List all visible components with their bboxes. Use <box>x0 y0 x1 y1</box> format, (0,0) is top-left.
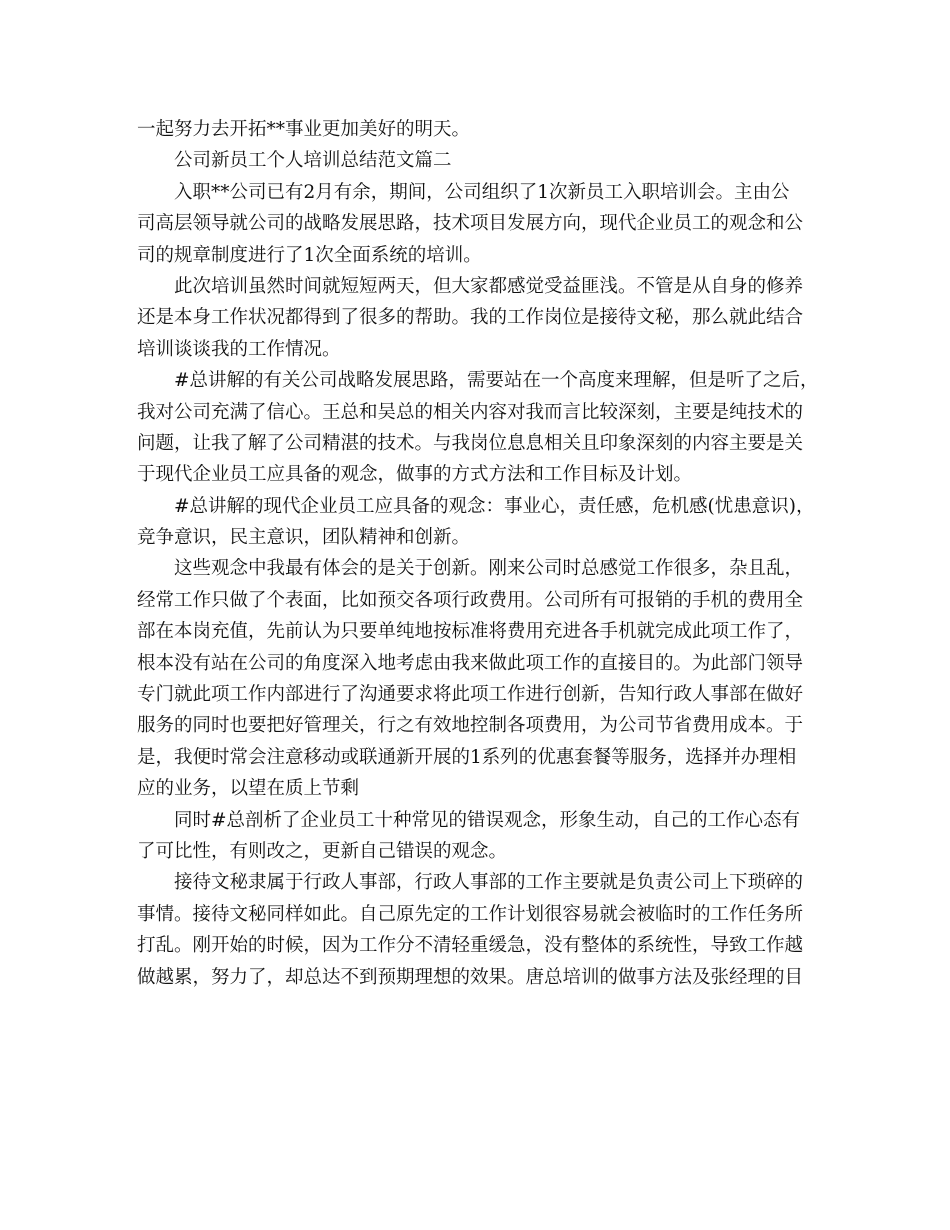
text-line: 打乱。刚开始的时候，因为工作分不清轻重缓急，没有整体的系统性，导致工作越 <box>137 935 804 957</box>
text-line: 于现代企业员工应具备的观念，做事的方式方法和工作目标及计划。 <box>137 464 693 486</box>
text-line: #总讲解的有关公司战略发展思路，需要站在一个高度来理解，但是听了之后， <box>174 370 819 392</box>
text-line: #总讲解的现代企业员工应具备的观念：事业心，责任感，危机感(忧患意识)， <box>174 495 815 517</box>
text-line: 入职**公司已有2月有余，期间，公司组织了1次新员工入职培训会。主由公 <box>174 181 790 203</box>
text-line: 部在本岗充值，先前认为只要单纯地按标准将费用充进各手机就完成此项工作了， <box>137 621 804 643</box>
text-line: 还是本身工作状况都得到了很多的帮助。我的工作岗位是接待文秘，那么就此结合 <box>137 307 804 329</box>
text-line: 此次培训虽然时间就短短两天，但大家都感觉受益匪浅。不管是从自身的修养 <box>174 275 804 297</box>
text-line: 司的规章制度进行了1次全面系统的培训。 <box>137 244 482 266</box>
text-line: 司高层领导就公司的战略发展思路，技术项目发展方向，现代企业员工的观念和公 <box>137 213 804 235</box>
text-line: 事情。接待文秘同样如此。自己原先定的工作计划很容易就会被临时的工作任务所 <box>137 903 804 925</box>
text-line: 我对公司充满了信心。王总和吴总的相关内容对我而言比较深刻，主要是纯技术的 <box>137 401 804 423</box>
text-line: 根本没有站在公司的角度深入地考虑由我来做此项工作的直接目的。为此部门领导 <box>137 652 804 674</box>
text-line: 问题，让我了解了公司精湛的技术。与我岗位息息相关且印象深刻的内容主要是关 <box>137 432 804 454</box>
text-line: 专门就此项工作内部进行了沟通要求将此项工作进行创新，告知行政人事部在做好 <box>137 684 804 706</box>
document-body <box>137 114 827 993</box>
text-line: 了可比性，有则改之，更新自己错误的观念。 <box>137 840 508 862</box>
text-line: 一起努力去开拓**事业更加美好的明天。 <box>137 119 471 140</box>
text-line: 公司新员工个人培训总结范文篇二 <box>174 150 452 172</box>
text-line: 应的业务，以望在质上节剩 <box>137 778 360 800</box>
text-line: 同时#总剖析了企业员工十种常见的错误观念，形象生动，自己的工作心态有 <box>174 809 801 831</box>
text-line: 经常工作只做了个表面，比如预交各项行政费用。公司所有可报销的手机的费用全 <box>137 589 804 611</box>
text-line: 接待文秘隶属于行政人事部，行政人事部的工作主要就是负责公司上下琐碎的 <box>174 872 804 894</box>
text-line: 培训谈谈我的工作情况。 <box>137 338 341 360</box>
text-line: 服务的同时也要把好管理关，行之有效地控制各项费用，为公司节省费用成本。于 <box>137 715 804 737</box>
text-line: 是，我便时常会注意移动或联通新开展的1系列的优惠套餐等服务，选择并办理相 <box>137 746 797 768</box>
text-line: 竞争意识，民主意识，团队精神和创新。 <box>137 527 471 549</box>
text-line: 做越累，努力了，却总达不到预期理想的效果。唐总培训的做事方法及张经理的目 <box>137 966 804 988</box>
text-line: 这些观念中我最有体会的是关于创新。刚来公司时总感觉工作很多，杂且乱， <box>174 558 804 580</box>
